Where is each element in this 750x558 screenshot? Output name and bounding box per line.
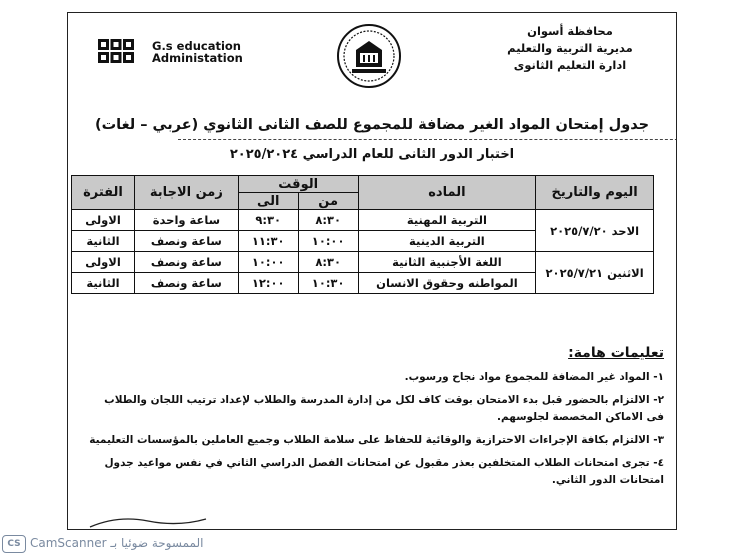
- governorate-header: [470, 23, 670, 74]
- from-cell: ٨:٣٠: [298, 210, 358, 231]
- day-cell: الاحد ٢٠٢٥/٧/٢٠: [536, 210, 654, 252]
- instruction-item: ٤- تجرى امتحانات الطلاب المتخلفين بعذر مقبول عن امتحانات الفصل الدراسي الثاني في نفس مواعيد جدول امتحانات الدور الثاني.: [104, 457, 664, 486]
- header-line-directorate: مديرية التربية والتعليم: [507, 41, 633, 55]
- header-line-governorate: محافظة أسوان: [527, 24, 613, 38]
- from-cell: ١٠:٠٠: [298, 231, 358, 252]
- brand-line1: G.s education: [152, 39, 241, 53]
- duration-cell: ساعة ونصف: [134, 231, 238, 252]
- header-subject: الماده: [358, 176, 536, 210]
- period-cell: الثانية: [72, 231, 135, 252]
- to-cell: ١٢:٠٠: [238, 273, 298, 294]
- header-time: الوقت: [238, 176, 358, 193]
- duration-cell: ساعة واحدة: [134, 210, 238, 231]
- signature-scribble-icon: [88, 513, 208, 530]
- header-period: الفترة: [72, 176, 135, 210]
- duration-cell: ساعة ونصف: [134, 252, 238, 273]
- header-line-administration: ادارة التعليم الثانوى: [513, 58, 627, 72]
- instruction-item: ٢- الالتزام بالحضور قبل بدء الامتحان بوقت كاف لكل من إدارة المدرسة والطلاب لإعداد ترتيب اللجان والطلاب فى الاماكن المخصصة لجلوسهم.: [104, 394, 664, 423]
- camscanner-logo-icon: CS: [2, 535, 26, 553]
- watermark-text: CamScanner الممسوحة ضوئيا بـ: [30, 536, 204, 550]
- gs-education-logo-icon: [98, 39, 134, 65]
- header-to: الى: [238, 193, 298, 210]
- day-cell: الاثنين ٢٠٢٥/٧/٢١: [536, 252, 654, 294]
- document-page: [67, 12, 677, 530]
- document-subtitle: اختبار الدور الثانى للعام الدراسي ٢٠٢٥/٢٠٢٤: [229, 147, 515, 162]
- instruction-item: ١- المواد غير المضافة للمجموع مواد نجاح ورسوب.: [404, 371, 664, 383]
- subject-cell: اللغة الأجنبية الثانية: [358, 252, 536, 273]
- document-title: جدول إمتحان المواد الغير مضافة للمجموع للصف الثانى الثانوي (عربي – لغات): [94, 117, 650, 133]
- subject-cell: المواطنه وحقوق الانسان: [358, 273, 536, 294]
- ministry-emblem-icon: [336, 23, 402, 89]
- period-cell: الاولى: [72, 252, 135, 273]
- to-cell: ١٠:٠٠: [238, 252, 298, 273]
- brand-line2: Administation: [152, 51, 243, 65]
- header-day: اليوم والتاريخ: [536, 176, 654, 210]
- subject-cell: التربية الدينية: [358, 231, 536, 252]
- brand-block: [98, 39, 288, 69]
- from-cell: ١٠:٣٠: [298, 273, 358, 294]
- duration-cell: ساعة ونصف: [134, 273, 238, 294]
- period-cell: الثانية: [72, 273, 135, 294]
- instruction-item: ٣- الالتزام بكافة الإجراءات الاحترازية والوقائية للحفاظ على سلامة الطلاب وجميع العاملين بالمؤسسات التعليمية: [89, 434, 664, 446]
- scanner-watermark: [2, 533, 262, 553]
- title-underline: [178, 139, 677, 140]
- instructions-title: تعليمات هامة:: [568, 345, 664, 361]
- table-header-row: [72, 176, 654, 193]
- from-cell: ٨:٣٠: [298, 252, 358, 273]
- table-row: [72, 252, 654, 273]
- table-row: [72, 210, 654, 231]
- period-cell: الاولى: [72, 210, 135, 231]
- exam-schedule-table: [71, 175, 654, 294]
- to-cell: ١١:٣٠: [238, 231, 298, 252]
- brand-text: [152, 40, 243, 64]
- instructions-section: [84, 345, 664, 495]
- to-cell: ٩:٣٠: [238, 210, 298, 231]
- subject-cell: التربية المهنية: [358, 210, 536, 231]
- header-from: من: [298, 193, 358, 210]
- header-duration: زمن الاجابة: [134, 176, 238, 210]
